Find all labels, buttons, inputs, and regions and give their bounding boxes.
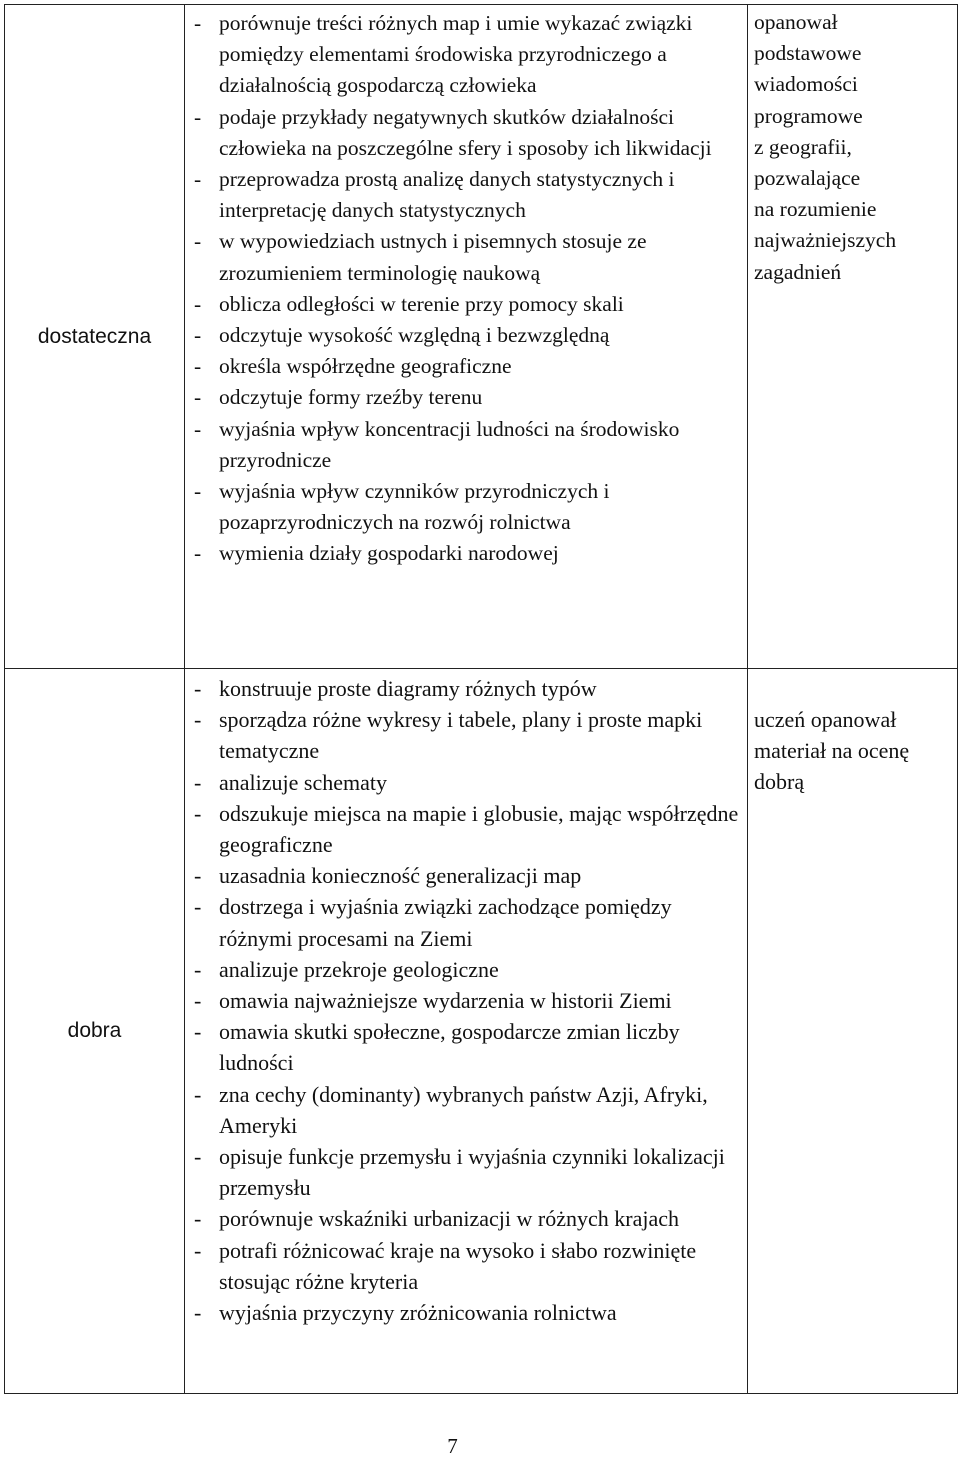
list-item: - potrafi różnicować kraje na wysoko i słabo rozwinięte stosując różne kryteria [185, 1235, 747, 1297]
list-item: - analizuje schematy [185, 767, 747, 798]
list-item: - odczytuje formy rzeźby terenu [185, 382, 747, 413]
grade-cell [5, 5, 185, 669]
list-item: - dostrzega i wyjaśnia związki zachodzące pomiędzy różnymi procesami na Ziemi [185, 891, 747, 953]
list-item: - określa współrzędne geograficzne [185, 351, 747, 382]
list-item: - wyjaśnia wpływ koncentracji ludności na środowisko przyrodnicze [185, 414, 747, 476]
description-cell [748, 669, 958, 1394]
list-item: - oblicza odległości w terenie przy pomocy skali [185, 289, 747, 320]
list-item: - porównuje treści różnych map i umie wykazać związki pomiędzy elementami środowiska przyrodniczego a działalnością gospodarczą człowieka [185, 8, 747, 102]
requirements-cell [185, 5, 748, 669]
requirements-list [185, 5, 747, 570]
requirements-list [185, 669, 747, 1328]
list-item: - wyjaśnia przyczyny zróżnicowania rolnictwa [185, 1297, 747, 1328]
list-item: - opisuje funkcje przemysłu i wyjaśnia czynniki lokalizacji przemysłu [185, 1141, 747, 1203]
grade-cell [5, 669, 185, 1394]
requirements-cell [185, 669, 748, 1394]
list-item: - omawia najważniejsze wydarzenia w historii Ziemi [185, 985, 747, 1016]
list-item: - odczytuje wysokość względną i bezwzględną [185, 320, 747, 351]
list-item: - odszukuje miejsca na mapie i globusie, mając współrzędne geograficzne [185, 798, 747, 860]
list-item: - porównuje wskaźniki urbanizacji w różnych krajach [185, 1203, 747, 1234]
list-item: - zna cechy (dominanty) wybranych państw Azji, Afryki, Ameryki [185, 1079, 747, 1141]
table-row-dostateczna [5, 5, 958, 669]
list-item: - uzasadnia konieczność generalizacji map [185, 860, 747, 891]
grading-criteria-table [4, 4, 958, 1394]
list-item: - sporządza różne wykresy i tabele, plany i proste mapki tematyczne [185, 704, 747, 766]
list-item: - analizuje przekroje geologiczne [185, 954, 747, 985]
list-item: - omawia skutki społeczne, gospodarcze zmian liczby ludności [185, 1016, 747, 1078]
list-item: - w wypowiedziach ustnych i pisemnych stosuje ze zrozumieniem terminologię naukową [185, 226, 747, 288]
grade-description: uczeń opanował materiał na ocenę dobrą [754, 707, 910, 795]
grade-name: dostateczna [37, 324, 152, 348]
grade-name: dobra [67, 1019, 122, 1042]
list-item: - podaje przykłady negatywnych skutków działalności człowieka na poszczególne sfery i sposoby ich likwidacji [185, 102, 747, 164]
list-item: - wyjaśnia wpływ czynników przyrodniczych i pozaprzyrodniczych na rozwój rolnictwa [185, 476, 747, 538]
table-row-dobra [5, 669, 958, 1394]
page-number: 7 [447, 1434, 458, 1458]
list-item: - konstruuje proste diagramy różnych typów [185, 673, 747, 704]
grade-description: opanował podstawowe wiadomości programowe z geografii, pozwalające na rozumienie najważniejszych zagadnień [754, 10, 897, 284]
list-item: - wymienia działy gospodarki narodowej [185, 538, 747, 569]
description-cell [748, 5, 958, 669]
list-item: - przeprowadza prostą analizę danych statystycznych i interpretację danych statystycznych [185, 164, 747, 226]
